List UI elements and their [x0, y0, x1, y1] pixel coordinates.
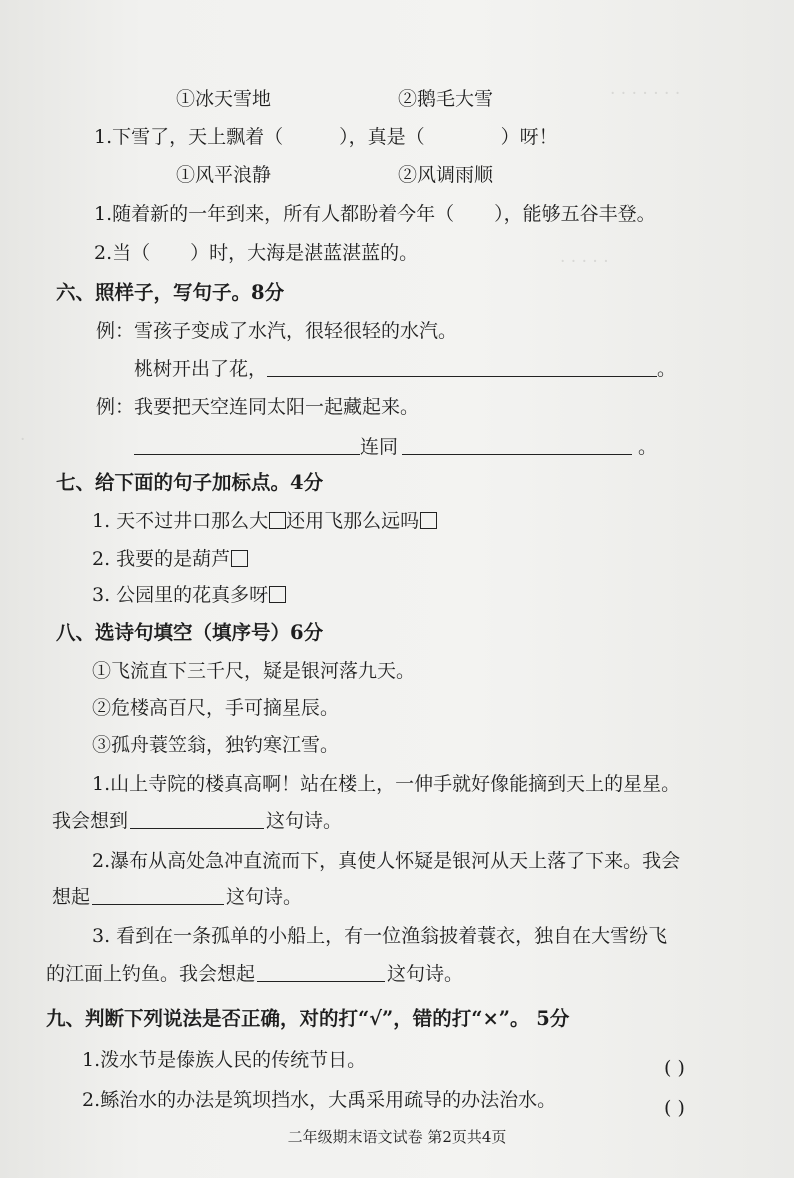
option-text: ①风平浪静	[176, 164, 272, 186]
punctuation-item: 3. 公园里的花真多呀	[92, 582, 286, 608]
question-line: 想起 这句诗。	[52, 886, 303, 908]
question-line: 1.随着新的一年到来，所有人都盼着今年（ ），能够五谷丰登。	[94, 203, 656, 225]
section-title: 六、照样子，写句子。8分	[56, 281, 285, 304]
poem-line: ②危楼高百尺，手可摘星辰。	[92, 697, 340, 719]
question-line: 1.下雪了，天上飘着（ ），真是（ ）呀！	[94, 126, 558, 148]
question-line: 2.瀑布从高处急冲直流而下，真使人怀疑是银河从天上落了下来。我会	[92, 850, 681, 872]
poem-line: ③孤舟蓑笠翁，独钓寒江雪。	[92, 734, 340, 756]
question-line: 2.当（ ）时，大海是湛蓝湛蓝的。	[94, 242, 419, 264]
example-sentence: 例：我要把天空连同太阳一起藏起来。	[96, 396, 420, 418]
punctuation-box[interactable]	[269, 586, 286, 603]
bleed-through-text: · · · · · · ·	[610, 84, 681, 104]
question-line: 我会想到 这句诗。	[52, 810, 343, 832]
answer-blank[interactable]	[130, 808, 264, 829]
punctuation-box[interactable]	[269, 512, 286, 529]
answer-blank[interactable]	[92, 884, 224, 905]
punctuation-item: 1. 天不过井口那么大 还用飞那么远吗	[92, 508, 437, 534]
answer-blank[interactable]	[134, 434, 360, 455]
punctuation-item: 2. 我要的是葫芦	[92, 546, 248, 572]
answer-blank[interactable]	[402, 434, 632, 455]
example-sentence: 例：雪孩子变成了水汽，很轻很轻的水汽。	[96, 320, 458, 342]
punctuation-box[interactable]	[420, 512, 437, 529]
poem-line: ①飞流直下三千尺，疑是银河落九天。	[92, 660, 416, 682]
judgment-answer-paren[interactable]: ( )	[664, 1057, 685, 1079]
judgment-item-text: 2.鲧治水的办法是筑坝挡水，大禹采用疏导的办法治水。	[82, 1089, 557, 1111]
option-text: ②鹅毛大雪	[398, 88, 494, 110]
bleed-through-text: ·	[20, 430, 26, 450]
question-line: 3. 看到在一条孤单的小船上，有一位渔翁披着蓑衣，独自在大雪纷飞	[92, 925, 668, 947]
judgment-item-text: 1.泼水节是傣族人民的传统节日。	[82, 1049, 367, 1071]
option-text: ②风调雨顺	[398, 164, 494, 186]
judgment-answer-paren[interactable]: ( )	[664, 1097, 685, 1119]
answer-blank[interactable]	[267, 356, 657, 377]
section-title: 七、给下面的句子加标点。4分	[56, 471, 324, 494]
option-text: ①冰天雪地	[176, 88, 272, 110]
section-title: 八、选诗句填空（填序号）6分	[56, 621, 324, 644]
punctuation-box[interactable]	[231, 550, 248, 567]
answer-blank[interactable]	[257, 961, 385, 982]
question-line: 连同 。	[134, 434, 657, 460]
page-footer: 二年级期末语文试卷 第2页共4页	[287, 1128, 507, 1146]
question-line: 桃树开出了花， 。	[134, 358, 677, 380]
bleed-through-text: · · · · ·	[560, 252, 609, 272]
section-title: 九、判断下列说法是否正确，对的打“√”，错的打“×”。 5分	[46, 1007, 570, 1030]
question-line: 的江面上钓鱼。我会想起 这句诗。	[46, 963, 464, 985]
question-line: 1.山上寺院的楼真高啊！站在楼上，一伸手就好像能摘到天上的星星。	[92, 773, 681, 795]
